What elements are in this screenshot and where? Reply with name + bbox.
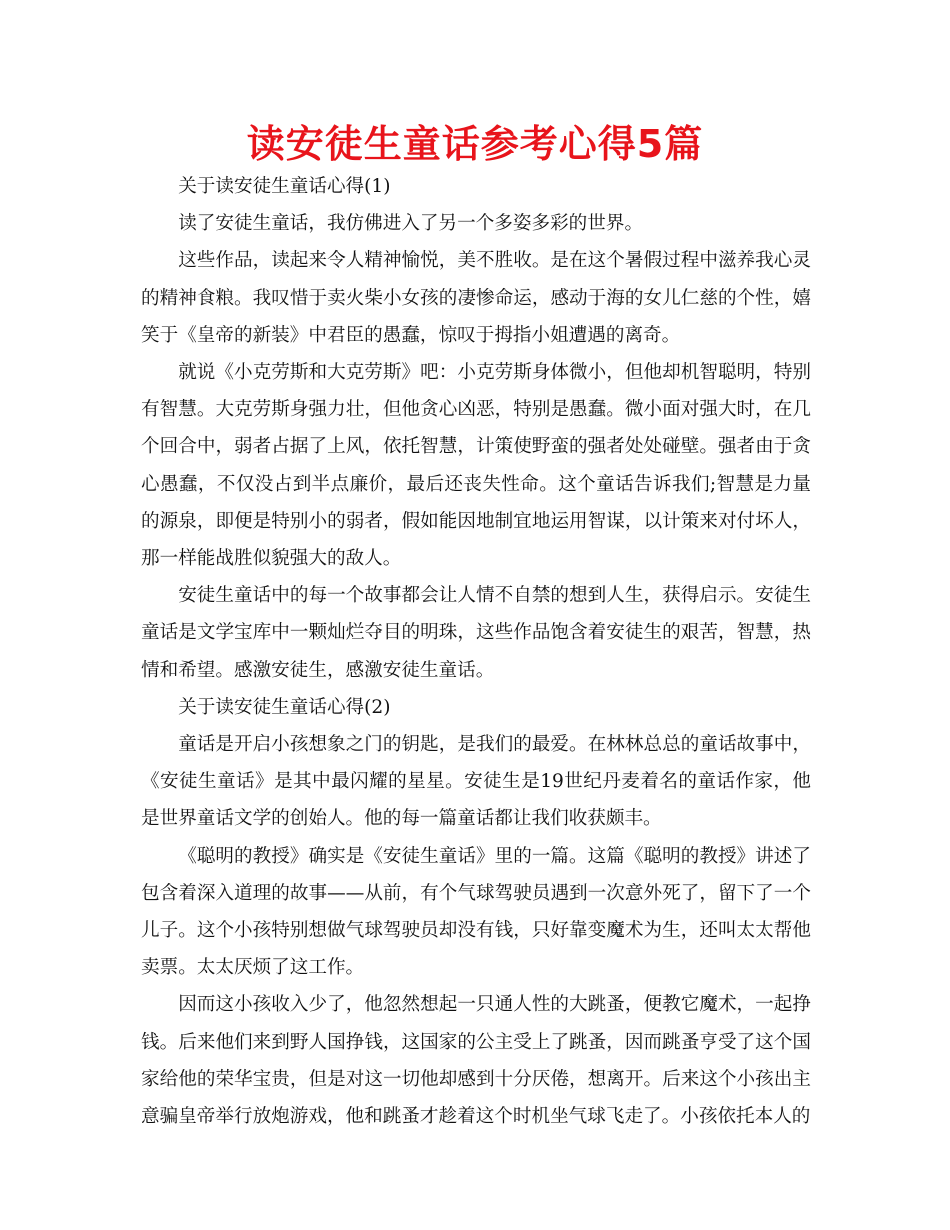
- paragraph: 这些作品，读起来令人精神愉悦，美不胜收。是在这个暑假过程中滋养我心灵的精神食粮。我叹惜于卖火柴小女孩的凄惨命运，感动于海的女儿仁慈的个性，嬉笑于《皇帝的新装》中君臣的愚蠢，惊叹于拇指小姐遭遇的离奇。: [141, 250, 811, 346]
- section-heading: 关于读安徒生童话心得(2): [178, 696, 391, 718]
- paragraph: 《聪明的教授》确实是《安徒生童话》里的一篇。这篇《聪明的教授》讲述了包含着深入道理的故事——从前，有个气球驾驶员遇到一次意外死了，留下了一个儿子。这个小孩特别想做气球驾驶员却没有钱，只好靠变魔术为生，还叫太太帮他卖票。太太厌烦了这工作。: [141, 845, 811, 979]
- paragraph: 就说《小克劳斯和大克劳斯》吧：小克劳斯身体微小，但他却机智聪明，特别有智慧。大克劳斯身强力壮，但他贪心凶恶，特别是愚蠢。微小面对强大时，在几个回合中，弱者占据了上风，依托智慧，计策使野蛮的强者处处碰壁。强者由于贪心愚蠢，不仅没占到半点廉价，最后还丧失性命。这个童话告诉我们;智慧是力量的源泉，即便是特别小的弱者，假如能因地制宜地运用智谋，以计策来对付坏人，那一样能战胜似貌强大的敌人。: [141, 362, 811, 570]
- paragraph: 读了安徒生童话，我仿佛进入了另一个多姿多彩的世界。: [178, 213, 644, 235]
- paragraph: 安徒生童话中的每一个故事都会让人情不自禁的想到人生，获得启示。安徒生童话是文学宝库中一颗灿烂夺目的明珠，这些作品饱含着安徒生的艰苦，智慧，热情和希望。感激安徒生，感激安徒生童话。: [141, 585, 811, 681]
- paragraph: 因而这小孩收入少了，他忽然想起一只通人性的大跳蚤，便教它魔术，一起挣钱。后来他们来到野人国挣钱，这国家的公主受上了跳蚤，因而跳蚤亨受了这个国家给他的荣华宝贵，但是对这一切他却感到十分厌倦，想离开。后来这个小孩出主意骗皇帝举行放炮游戏，他和跳蚤才趁着这个时机坐气球飞走了。小孩依托本人的: [141, 994, 811, 1128]
- paragraph: 童话是开启小孩想象之门的钥匙，是我们的最爱。在林林总总的童话故事中，《安徒生童话》是其中最闪耀的星星。安徒生是19世纪丹麦着名的童话作家，他是世界童话文学的创始人。他的每一篇童话都让我们收获颇丰。: [141, 734, 811, 830]
- section-heading: 关于读安徒生童话心得(1): [178, 176, 391, 197]
- document-title: 读安徒生童话参考心得5篇: [246, 122, 704, 166]
- document-body: [141, 168, 811, 1135]
